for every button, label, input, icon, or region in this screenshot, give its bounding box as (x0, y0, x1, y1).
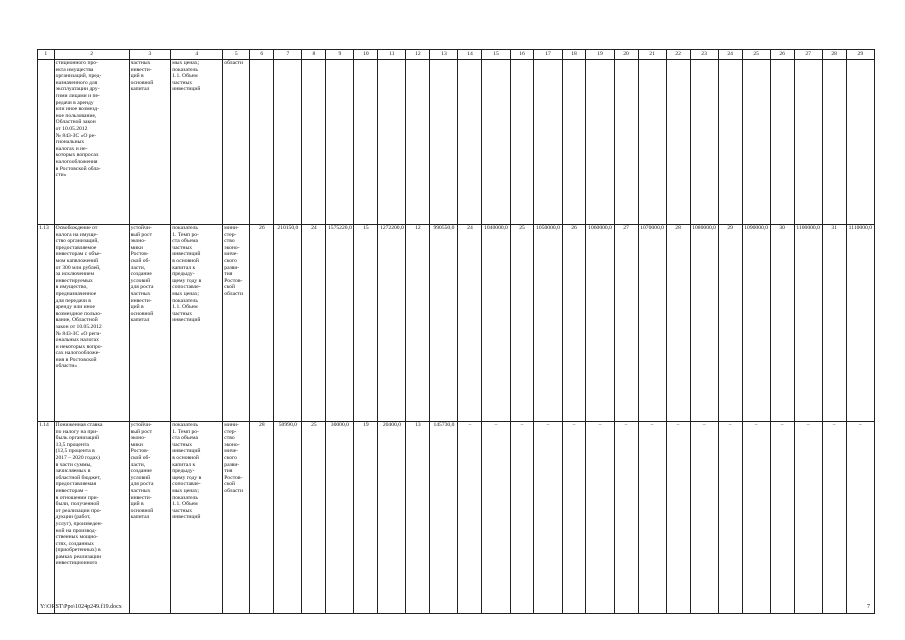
column-number: 8 (302, 50, 326, 60)
column-number: 1 (38, 50, 55, 60)
value-cell (326, 60, 354, 225)
value-cell: 12 (406, 225, 430, 422)
value-cell (250, 60, 274, 225)
value-cell: 30000,0 (326, 422, 354, 614)
value-cell (742, 60, 770, 225)
value-cell: 20400,0 (378, 422, 406, 614)
value-cell: 26 (250, 225, 274, 422)
value-cell: – (458, 422, 482, 614)
value-cell: 990550,0 (430, 225, 458, 422)
program-table (37, 49, 875, 614)
value-cell (846, 60, 874, 225)
page-number: 7 (867, 604, 870, 610)
value-cell: – (562, 422, 586, 614)
text-cell: Пониженная ставка по налогу на при- быль организаций 13,5 процента (12,5 процента в 2017 – 2020 годах) в части суммы, зачисляемых в областной бюджет, предоставляемая инвесторам – в отношении при- были, полученной от реализации про- дукции (работ, услуг), произведен- ной на производ- ственных мощно- стях, созданных (приобретенных) в рамках реализации инвестиционного (54, 422, 129, 614)
value-cell (274, 60, 302, 225)
value-cell: 29 (718, 225, 742, 422)
table-row (38, 60, 875, 225)
column-number: 17 (534, 50, 562, 60)
value-cell (794, 60, 822, 225)
value-cell: 210150,0 (274, 225, 302, 422)
value-cell: 1100000,0 (794, 225, 822, 422)
column-number: 29 (846, 50, 874, 60)
text-cell: показатель 1. Темп ро- ста объема частных инвестиций в основной капитал к предыду- щему году в сопоставле- мых ценах; показатель 1.1. Объем частных инвестиций (171, 422, 223, 614)
column-number: 19 (586, 50, 614, 60)
column-number: 23 (690, 50, 718, 60)
column-number: 21 (638, 50, 666, 60)
value-cell: – (822, 422, 846, 614)
text-cell: стиционного про- екта имущества организаций, пред- назначенного для эксплуатации дру- гими лицами и пе- редачи в аренду или иное возмезд- ное пользование, Областной закон от 10.05.2012 № 843-ЗС «О ре- гиональных налогах и не- которых вопросах налогообложения в Ростовской обла- сти» (54, 60, 129, 225)
value-cell: – (718, 422, 742, 614)
column-number: 2 (54, 50, 129, 60)
value-cell: 28 (666, 225, 690, 422)
row-number-cell: 1.13 (38, 225, 55, 422)
column-number: 20 (614, 50, 638, 60)
column-number: 14 (458, 50, 482, 60)
value-cell: – (794, 422, 822, 614)
text-cell: мых ценах; показатель 1.1. Объем частных инвестиций (171, 60, 223, 225)
value-cell (430, 60, 458, 225)
value-cell: – (846, 422, 874, 614)
value-cell: 31 (822, 225, 846, 422)
value-cell: 30 (770, 225, 794, 422)
column-number: 27 (794, 50, 822, 60)
value-cell (586, 60, 614, 225)
text-cell: мини- стер- ство эконо- миче- ского разви- тия Ростов- ской области (223, 225, 250, 422)
text-cell: области (223, 60, 250, 225)
value-cell (510, 60, 534, 225)
value-cell: 13 (406, 422, 430, 614)
text-cell: показатель 1. Темп ро- ста объема частных инвестиций в основной капитал к предыду- щему году в сопоставле- мых ценах; показатель 1.1. Объем частных инвестиций (171, 225, 223, 422)
text-cell: устойчи- вый рост эконо- мики Ростов- ской об- ласти, создание условий для роста частных инвести- ций в основной капитал (129, 225, 171, 422)
value-cell (638, 60, 666, 225)
value-cell: – (638, 422, 666, 614)
column-number: 6 (250, 50, 274, 60)
value-cell (482, 60, 510, 225)
table-row (38, 422, 875, 614)
column-number: 3 (129, 50, 171, 60)
value-cell (690, 60, 718, 225)
value-cell: – (586, 422, 614, 614)
value-cell: 145730,0 (430, 422, 458, 614)
value-cell: 26 (562, 225, 586, 422)
text-cell: мини- стер- ство эконо- миче- ского разви- тия Ростов- ской области (223, 422, 250, 614)
column-number: 5 (223, 50, 250, 60)
table-row (38, 225, 875, 422)
value-cell (354, 60, 378, 225)
value-cell: 1090000,0 (742, 225, 770, 422)
text-cell: частных инвести- ций в основной капитал (129, 60, 171, 225)
column-number: 22 (666, 50, 690, 60)
value-cell: 1060000,0 (586, 225, 614, 422)
value-cell: 24 (302, 225, 326, 422)
value-cell: – (742, 422, 770, 614)
value-cell: – (770, 422, 794, 614)
column-number: 9 (326, 50, 354, 60)
value-cell: 15 (354, 225, 378, 422)
column-number: 16 (510, 50, 534, 60)
value-cell (406, 60, 430, 225)
value-cell: – (666, 422, 690, 614)
value-cell: 1050000,0 (534, 225, 562, 422)
column-number: 12 (406, 50, 430, 60)
value-cell: – (510, 422, 534, 614)
column-number: 4 (171, 50, 223, 60)
column-number: 11 (378, 50, 406, 60)
value-cell: 1040000,0 (482, 225, 510, 422)
file-path: Y:\ORST\Ppo\1024p249.f19.docx (40, 604, 122, 610)
value-cell: – (614, 422, 638, 614)
column-number: 24 (718, 50, 742, 60)
value-cell: 25 (510, 225, 534, 422)
value-cell (458, 60, 482, 225)
value-cell (718, 60, 742, 225)
value-cell: 19 (354, 422, 378, 614)
value-cell: 27 (614, 225, 638, 422)
column-number: 10 (354, 50, 378, 60)
column-number: 26 (770, 50, 794, 60)
row-number-cell (38, 60, 55, 225)
column-number: 7 (274, 50, 302, 60)
value-cell: 24 (458, 225, 482, 422)
column-number: 28 (822, 50, 846, 60)
value-cell (302, 60, 326, 225)
value-cell: 1080000,0 (690, 225, 718, 422)
value-cell: 1070000,0 (638, 225, 666, 422)
column-number: 18 (562, 50, 586, 60)
row-number-cell: 1.14 (38, 422, 55, 614)
value-cell (378, 60, 406, 225)
value-cell: 25 (302, 422, 326, 614)
value-cell: 1272200,0 (378, 225, 406, 422)
value-cell: – (534, 422, 562, 614)
value-cell: – (482, 422, 510, 614)
value-cell (770, 60, 794, 225)
value-cell: – (690, 422, 718, 614)
value-cell (614, 60, 638, 225)
column-number: 25 (742, 50, 770, 60)
value-cell: 1110000,0 (846, 225, 874, 422)
value-cell (822, 60, 846, 225)
value-cell (534, 60, 562, 225)
text-cell: устойчи- вый рост эконо- мики Ростов- ской об- ласти, создание условий для роста частных инвести- ций в основной капитал (129, 422, 171, 614)
value-cell: 50990,0 (274, 422, 302, 614)
value-cell (666, 60, 690, 225)
column-number: 15 (482, 50, 510, 60)
text-cell: Освобождение от налога на имуще- ство организаций, предоставляемое инвесторам с объе- мом капвложений от 300 млн рублей, за исключением инвестируемых в имущество, предназначенное для передачи в аренду или иное возмездное пользо- вание, Областной закон от 10.05.2012 № 843-ЗС «О реги- ональных налогах и некоторых вопро- сах налогообложе- ния в Ростовской области» (54, 225, 129, 422)
value-cell: 28 (250, 422, 274, 614)
column-number: 13 (430, 50, 458, 60)
value-cell: 1575220,0 (326, 225, 354, 422)
value-cell (562, 60, 586, 225)
column-number-row (38, 50, 875, 60)
